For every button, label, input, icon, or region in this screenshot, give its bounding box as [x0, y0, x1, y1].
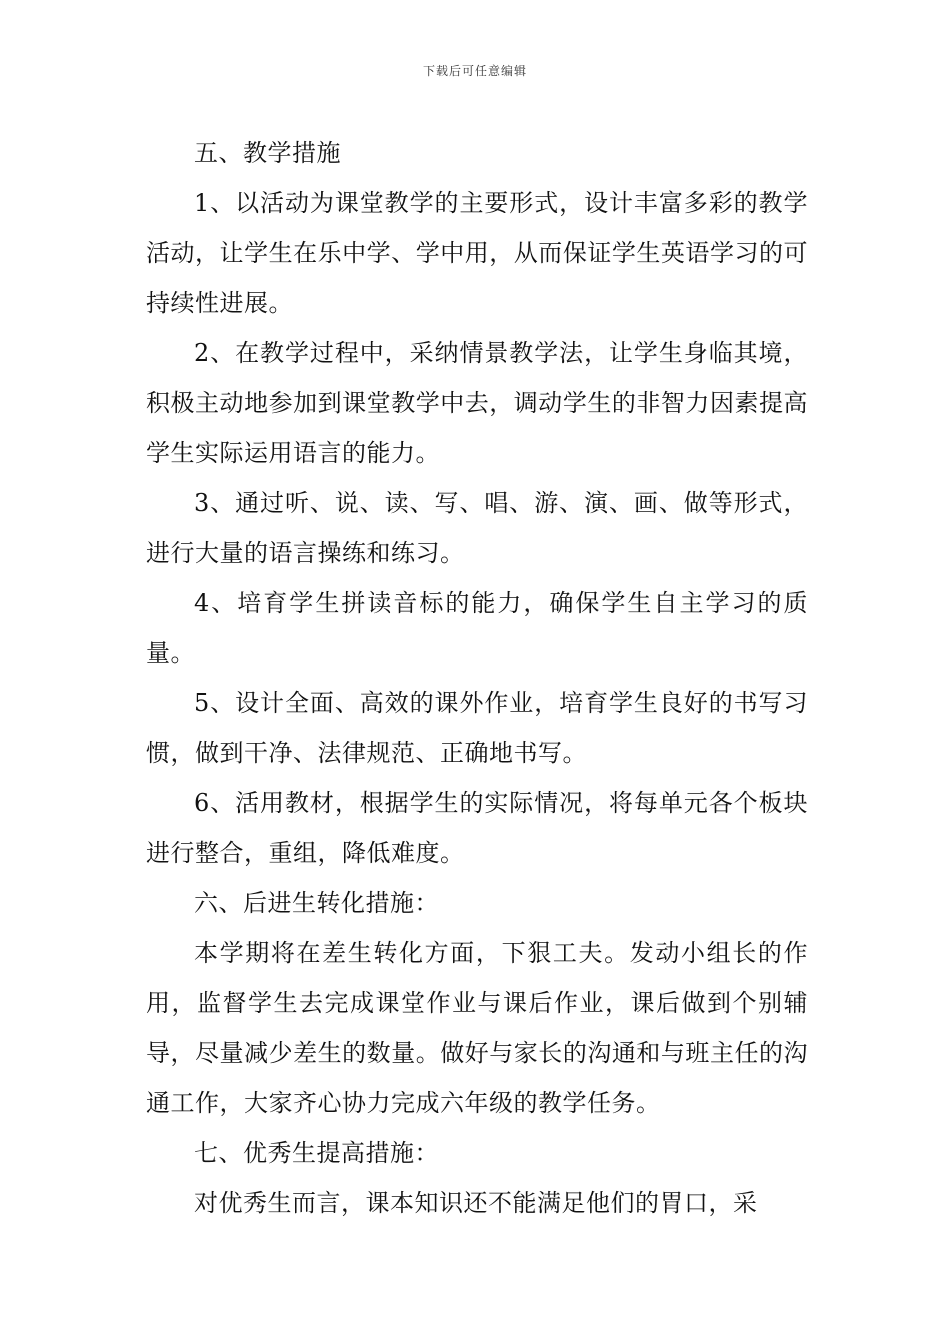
paragraph-item-5: 5、设计全面、高效的课外作业，培育学生良好的书写习惯，做到干净、法律规范、正确地书写。: [146, 689, 808, 767]
paragraph-underachiever-body: 本学期将在差生转化方面，下狠工夫。发动小组长的作用，监督学生去完成课堂作业与课后作业，课后做到个别辅导，尽量减少差生的数量。做好与家长的沟通和与班主任的沟通工作，大家齐心协力完成六年级的教学任务。: [146, 939, 808, 1117]
paragraph-item-3: 3、通过听、说、读、写、唱、游、演、画、做等形式，进行大量的语言操练和练习。: [146, 489, 808, 567]
document-body: [146, 128, 808, 1228]
page-header: 下载后可任意编辑: [422, 64, 527, 78]
section-heading-underachiever-measures: 六、后进生转化措施：: [194, 889, 439, 917]
paragraph-item-2: 2、在教学过程中，采纳情景教学法，让学生身临其境，积极主动地参加到课堂教学中去，调动学生的非智力因素提高学生实际运用语言的能力。: [146, 339, 808, 467]
paragraph-top-student-body: 对优秀生而言，课本知识还不能满足他们的胃口，采: [194, 1189, 758, 1217]
paragraph-item-6: 6、活用教材，根据学生的实际情况，将每单元各个板块进行整合，重组，降低难度。: [146, 789, 808, 867]
section-heading-top-student-measures: 七、优秀生提高措施：: [194, 1139, 439, 1167]
paragraph-item-1: 1、以活动为课堂教学的主要形式，设计丰富多彩的教学活动，让学生在乐中学、学中用，从而保证学生英语学习的可持续性进展。: [146, 189, 808, 317]
section-heading-teaching-measures: 五、教学措施: [194, 139, 341, 167]
paragraph-item-4: 4、培育学生拼读音标的能力，确保学生自主学习的质量。: [146, 589, 808, 667]
